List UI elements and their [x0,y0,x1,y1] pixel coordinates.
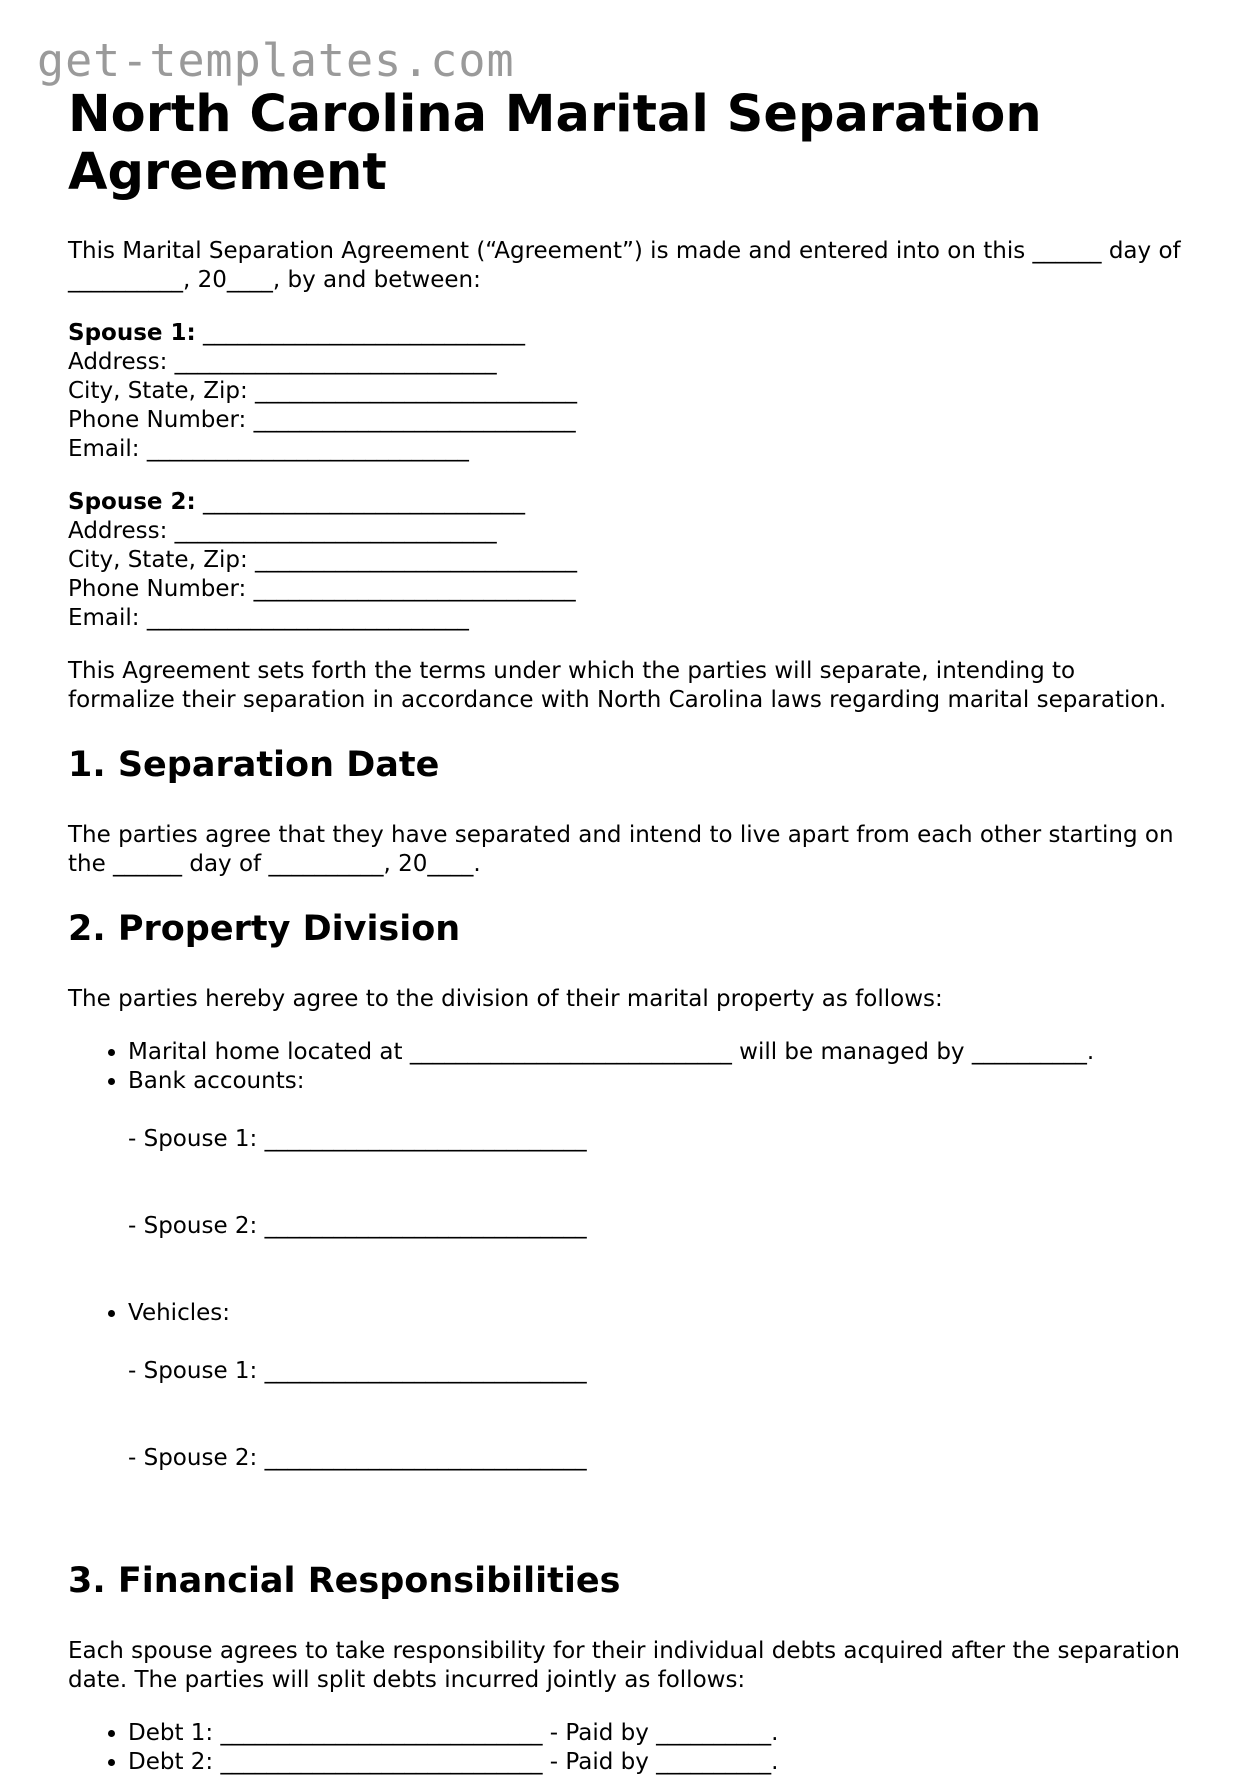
spouse1-phone-field[interactable]: Phone Number: ____________________________ [68,407,576,433]
list-item-vehicles [128,1299,1188,1531]
spouse2-email-field[interactable]: Email: ____________________________ [68,605,469,631]
property-division-paragraph: The parties hereby agree to the division of their marital property as follows: [68,986,943,1012]
section-heading-property-division: 2. Property Division [68,909,461,949]
section-heading-separation-date: 1. Separation Date [68,745,440,785]
debts-list [68,1719,1188,1777]
intro-paragraph: This Marital Separation Agreement (“Agreement”) is made and entered into on this ______ day of __________, 20____, by and between: [68,238,1181,293]
spouse1-city-field[interactable]: City, State, Zip: ____________________________ [68,378,578,404]
spouse1-block [68,319,1188,464]
spouse2-city-field[interactable]: City, State, Zip: ____________________________ [68,547,578,573]
spouse2-address-field[interactable]: Address: ____________________________ [68,518,497,544]
vehicles-spouse2-field[interactable]: - Spouse 2: ____________________________ [128,1445,587,1471]
bank-spouse2-field[interactable]: - Spouse 2: ____________________________ [128,1213,587,1239]
spouse1-label: Spouse 1: [68,320,196,346]
list-item-marital-home[interactable]: • Marital home located at ____________________________ will be managed by __________. [128,1038,1188,1067]
spouse1-name-line [68,319,1188,348]
list-item-bank-accounts [128,1067,1188,1299]
section-heading-financial-responsibilities: 3. Financial Responsibilities [68,1561,621,1601]
spouse1-address-field[interactable]: Address: ____________________________ [68,349,497,375]
watermark: get-templates.com [37,34,515,87]
spouse2-block [68,488,1188,633]
page-title: North Carolina Marital Separation Agreement [68,85,1042,202]
bank-accounts-label: Bank accounts: [128,1068,305,1094]
purpose-paragraph: This Agreement sets forth the terms under which the parties will separate, intending to formalize their separation in accordance with North Carolina laws regarding marital separation. [68,658,1167,713]
document-page [68,86,1188,1777]
vehicles-spouse1-field[interactable]: - Spouse 1: ____________________________ [128,1358,587,1384]
spouse2-name-line [68,488,1188,517]
list-item-debt2[interactable]: • Debt 2: ____________________________ - Paid by __________. [128,1748,1188,1777]
spouse1-email-field[interactable]: Email: ____________________________ [68,436,469,462]
property-list [68,1038,1188,1531]
financial-responsibilities-paragraph: Each spouse agrees to take responsibility for their individual debts acquired after the separation date. The parties will split debts incurred jointly as follows: [68,1638,1180,1693]
bank-spouse1-field[interactable]: - Spouse 1: ____________________________ [128,1126,587,1152]
spouse2-name-field[interactable]: ____________________________ [195,489,526,515]
list-item-debt1[interactable]: • Debt 1: ____________________________ - Paid by __________. [128,1719,1188,1748]
spouse2-label: Spouse 2: [68,489,196,515]
separation-date-paragraph: The parties agree that they have separated and intend to live apart from each other starting on the ______ day of __________, 20____. [68,822,1174,877]
vehicles-label: Vehicles: [128,1300,230,1326]
spouse1-name-field[interactable]: ____________________________ [195,320,526,346]
spouse2-phone-field[interactable]: Phone Number: ____________________________ [68,576,576,602]
